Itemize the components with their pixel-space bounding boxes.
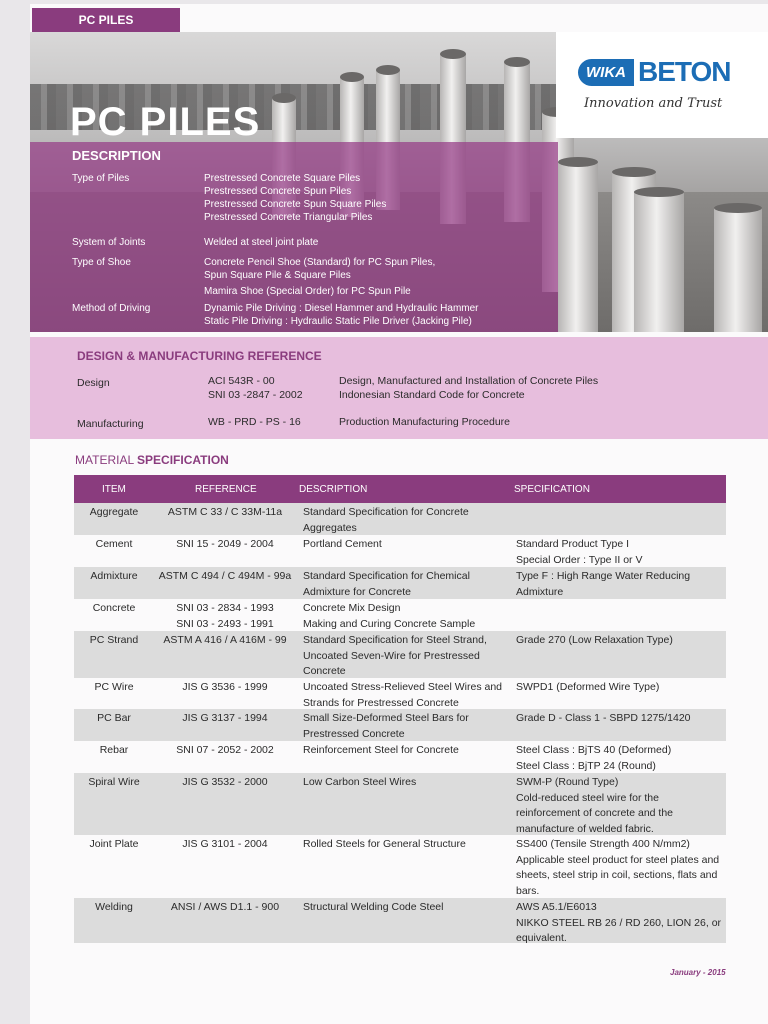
dm-label-design: Design (77, 377, 110, 389)
ms-title-prefix: MATERIAL (75, 453, 134, 467)
table-row (74, 773, 726, 835)
page-title: PC PILES (70, 100, 261, 144)
cell-item: PC Bar (97, 712, 131, 724)
col-header-specification: SPECIFICATION (514, 484, 590, 495)
section-tab: PC PILES (32, 8, 180, 32)
table-row (74, 503, 726, 535)
col-header-reference: REFERENCE (195, 484, 257, 495)
desc-value-line: Prestressed Concrete Spun Square Piles (204, 199, 387, 210)
table-row (74, 535, 726, 567)
footer-date: January - 2015 (670, 968, 726, 977)
ms-title-bold: SPECIFICATION (137, 453, 229, 467)
cell-specification: AWS A5.1/E6013 NIKKO STEEL RB 26 / RD 260, LION 26, or equivalent. (516, 901, 722, 944)
cell-item: Aggregate (89, 506, 139, 518)
cell-item: PC Strand (89, 634, 139, 646)
desc-label: Type of Piles (72, 173, 130, 184)
table-row (74, 599, 726, 631)
desc-value-line: Prestressed Concrete Square Piles (204, 173, 361, 184)
cell-reference: JIS G 3536 - 1999 (182, 681, 268, 693)
desc-value-line: Mamira Shoe (Special Order) for PC Spun Pile (204, 286, 411, 297)
cell-item: Concrete (92, 602, 136, 614)
desc-value-line: Dynamic Pile Driving : Diesel Hammer and Hydraulic Hammer (204, 303, 479, 314)
desc-value-line: Concrete Pencil Shoe (Standard) for PC Spun Piles, (204, 257, 436, 268)
cell-specification: Type F : High Range Water Reducing Admixture (516, 570, 691, 598)
description-heading: DESCRIPTION (72, 148, 161, 163)
cell-item: Cement (95, 538, 133, 550)
cell-reference: SNI 03 - 2834 - 1993 SNI 03 - 2493 - 1991 (176, 602, 274, 630)
col-header-item: ITEM (102, 484, 126, 495)
material-spec-title (75, 453, 229, 467)
desc-value-line: Prestressed Concrete Triangular Piles (204, 212, 373, 223)
cell-description: Structural Welding Code Steel (303, 901, 444, 913)
dm-ref: WB - PRD - PS - 16 (208, 416, 301, 428)
desc-label: Method of Driving (72, 303, 151, 314)
cell-item: Welding (95, 901, 133, 913)
cell-specification: Steel Class : BjTS 40 (Deformed) Steel Class : BjTP 24 (Round) (516, 744, 672, 772)
material-spec-table (74, 475, 726, 943)
col-header-description: DESCRIPTION (299, 484, 368, 495)
cell-item: PC Wire (94, 681, 134, 693)
cell-item: Joint Plate (89, 838, 139, 850)
cell-specification: SWPD1 (Deformed Wire Type) (516, 681, 660, 693)
dm-ref: ACI 543R - 00 (208, 375, 275, 387)
cell-description: Portland Cement (303, 538, 382, 550)
cell-reference: JIS G 3137 - 1994 (182, 712, 268, 724)
table-row (74, 741, 726, 773)
cell-reference: JIS G 3532 - 2000 (182, 776, 268, 788)
cell-description: Low Carbon Steel Wires (303, 776, 417, 788)
logo-tagline: Innovation and Trust (584, 96, 723, 111)
cell-item: Spiral Wire (88, 776, 140, 788)
logo-beton-text: BETON (638, 56, 731, 87)
desc-value-line: Spun Square Pile & Square Piles (204, 270, 351, 281)
cell-reference: ANSI / AWS D1.1 - 900 (170, 901, 280, 913)
cell-item: Rebar (99, 744, 129, 756)
desc-label: System of Joints (72, 237, 146, 248)
table-row (74, 678, 726, 709)
table-row (74, 709, 726, 741)
logo-wika-text: WIKA (578, 59, 634, 86)
dm-desc: Indonesian Standard Code for Concrete (339, 389, 525, 401)
cell-specification: Standard Product Type I Special Order : Type II or V (516, 538, 643, 566)
desc-label: Type of Shoe (72, 257, 131, 268)
dm-ref: SNI 03 -2847 - 2002 (208, 389, 303, 401)
cell-reference: SNI 07 - 2052 - 2002 (176, 744, 274, 756)
brochure-page (30, 4, 768, 1024)
dm-heading: DESIGN & MANUFACTURING REFERENCE (77, 349, 322, 363)
cell-description: Rolled Steels for General Structure (303, 838, 466, 850)
table-row (74, 898, 726, 943)
cell-item: Admixture (90, 570, 138, 582)
table-header (74, 475, 726, 503)
cell-description: Concrete Mix Design Making and Curing Concrete Sample (303, 602, 476, 630)
dm-label-manufacturing: Manufacturing (77, 418, 144, 430)
desc-value-line: Welded at steel joint plate (204, 237, 319, 248)
cell-description: Small Size-Deformed Steel Bars for Prestressed Concrete (303, 712, 469, 740)
cell-description: Standard Specification for Concrete Aggregates (303, 506, 469, 534)
cell-specification: SS400 (Tensile Strength 400 N/mm2) Applicable steel product for steel plates and sheets, steel strip in coil, sections, flats and bars. (516, 838, 720, 897)
wika-beton-logo (578, 56, 731, 88)
cell-reference: ASTM C 33 / C 33M-11a (167, 506, 283, 518)
cell-specification: SWM-P (Round Type) Cold-reduced steel wire for the reinforcement of concrete and the manufacture of welded fabric. (516, 776, 674, 835)
cell-reference: ASTM C 494 / C 494M - 99a (158, 570, 292, 582)
desc-value-line: Prestressed Concrete Spun Piles (204, 186, 352, 197)
cell-reference: ASTM A 416 / A 416M - 99 (163, 634, 287, 646)
table-body (74, 503, 726, 943)
design-manufacturing-section (30, 337, 768, 439)
cell-description: Standard Specification for Chemical Admixture for Concrete (303, 570, 470, 598)
table-row (74, 631, 726, 678)
cell-description: Reinforcement Steel for Concrete (303, 744, 459, 756)
table-row (74, 835, 726, 898)
cell-specification: Grade D - Class 1 - SBPD 1275/1420 (516, 712, 691, 724)
logo-box (556, 32, 768, 138)
table-row (74, 567, 726, 599)
cell-reference: JIS G 3101 - 2004 (182, 838, 268, 850)
cell-description: Standard Specification for Steel Strand, Uncoated Seven-Wire for Prestressed Concrete (303, 634, 487, 677)
dm-desc: Production Manufacturing Procedure (339, 416, 511, 428)
dm-desc: Design, Manufactured and Installation of Concrete Piles (339, 375, 599, 387)
cell-reference: SNI 15 - 2049 - 2004 (176, 538, 274, 550)
desc-value-line: Static Pile Driving : Hydraulic Static Pile Driver (Jacking Pile) (204, 316, 472, 327)
cell-description: Uncoated Stress-Relieved Steel Wires and Strands for Prestressed Concrete (303, 681, 503, 709)
cell-specification: Grade 270 (Low Relaxation Type) (516, 634, 673, 646)
